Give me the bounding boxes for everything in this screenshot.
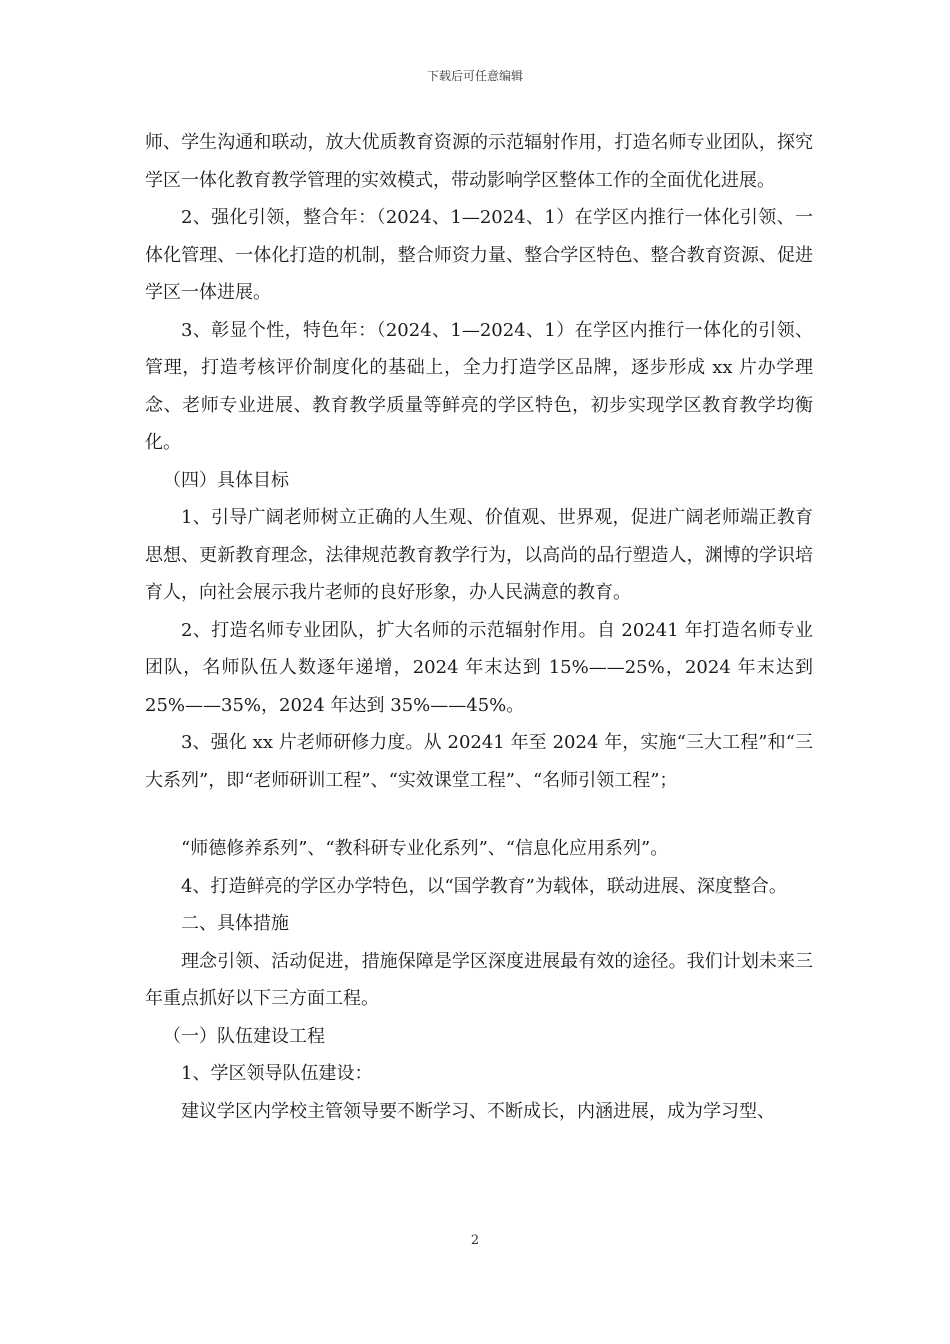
paragraph-target-1: 1、引导广阔老师树立正确的人生观、价值观、世界观，促进广阔老师端正教育思想、更新教育理念，法律规范教育教学行为，以高尚的品行塑造人，渊博的学识培育人，向社会展示我片老师的良好形象，办人民满意的教育。 <box>145 507 813 603</box>
subsection-heading-team-building: （一）队伍建设工程 <box>163 1025 325 1047</box>
paragraph-target-3: 3、强化 xx 片老师研修力度。从 20241 年至 2024 年，实施“三大工程”和“三大系列”，即“老师研训工程”、“实效课堂工程”、“名师引领工程”； <box>145 732 813 791</box>
paragraph-continuation: 师、学生沟通和联动，放大优质教育资源的示范辐射作用，打造名师专业团队，探究学区一体化教育教学管理的实效模式，带动影响学区整体工作的全面优化进展。 <box>145 132 813 191</box>
paragraph-goal-2: 2、强化引领，整合年：（2024、1—2024、1）在学区内推行一体化引领、一体化管理、一体化打造的机制，整合师资力量、整合学区特色、整合教育资源、促进学区一体进展。 <box>145 207 813 303</box>
page-number: 2 <box>470 1233 480 1248</box>
spacer <box>145 799 813 830</box>
paragraph-leadership-heading: 1、学区领导队伍建设： <box>181 1063 373 1084</box>
paragraph-goal-3: 3、彰显个性，特色年：（2024、1—2024、1）在学区内推行一体化的引领、管理，打造考核评价制度化的基础上，全力打造学区品牌，逐步形成 xx 片办学理念、老师专业进展、教育教学质量等鲜亮的学区特色，初步实现学区教育教学均衡化。 <box>145 319 813 453</box>
section-heading-specific-goals: （四）具体目标 <box>163 469 289 491</box>
paragraph-measures-intro: 理念引领、活动促进，措施保障是学区深度进展最有效的途径。我们计划未来三年重点抓好以下三方面工程。 <box>145 950 813 1009</box>
paragraph-target-2: 2、打造名师专业团队，扩大名师的示范辐射作用。自 20241 年打造名师专业团队，名师队伍人数逐年递增，2024 年末达到 15%——25%，2024 年末达到 25%——35%，2024 年达到 35%——45%。 <box>145 619 813 716</box>
paragraph-target-3-series: “师德修养系列”、“教科研专业化系列”、“信息化应用系列”。 <box>181 838 669 859</box>
document-body <box>145 124 813 1130</box>
paragraph-target-4: 4、打造鲜亮的学区办学特色，以“国学教育”为载体，联动进展、深度整合。 <box>181 875 787 897</box>
section-heading-measures: 二、具体措施 <box>181 913 289 934</box>
paragraph-leadership-body: 建议学区内学校主管领导要不断学习、不断成长，内涵进展，成为学习型、 <box>181 1100 775 1122</box>
page-header: 下载后可任意编辑 <box>426 69 523 83</box>
